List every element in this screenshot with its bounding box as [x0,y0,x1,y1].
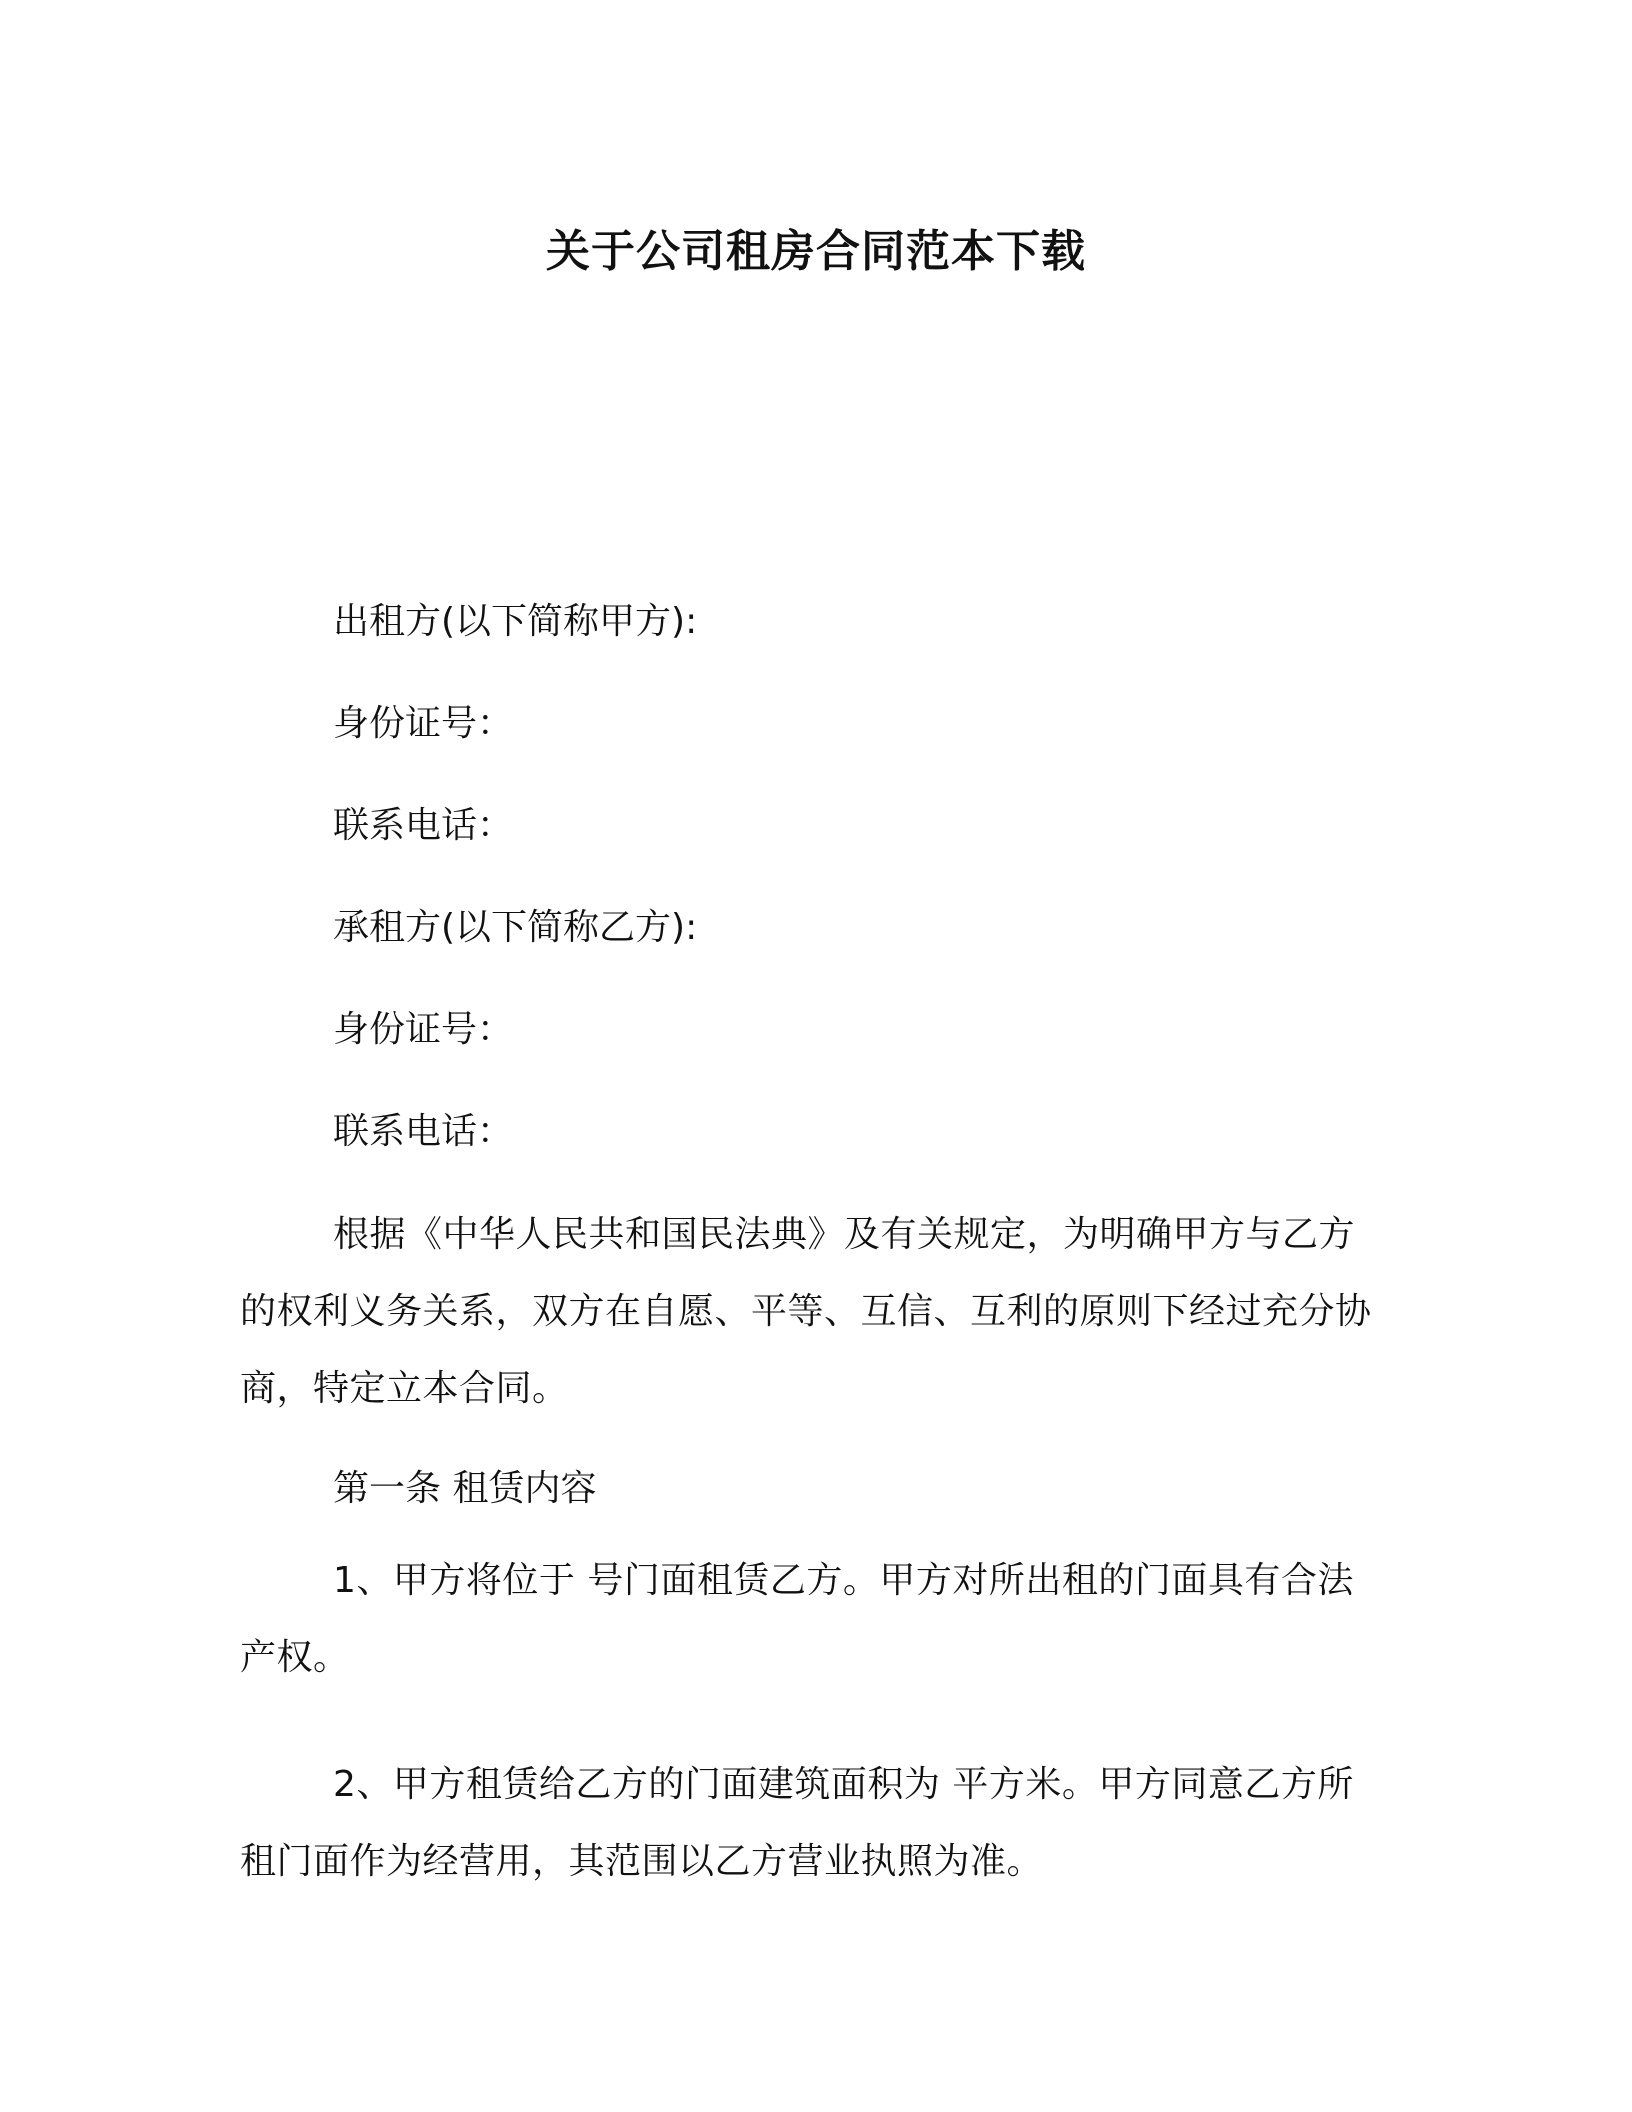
lessor-label: 出租方(以下简称甲方): [333,601,698,642]
document-title: 关于公司租房合同范本下载 [546,226,1086,277]
preamble-paragraph: 根据《中华人民共和国民法典》及有关规定，为明确甲方与乙方的权利义务关系，双方在自愿、平等、互信、互利的原则下经过充分协商，特定立本合同。 [240,1214,1372,1409]
article-heading: 第一条 租赁内容 [333,1468,597,1509]
lessor-id-label: 身份证号： [333,703,514,744]
clause-1-paragraph: 1、甲方将位于 号门面租赁乙方。甲方对所出租的门面具有合法产权。 [240,1560,1354,1678]
lessee-id-label: 身份证号： [333,1009,514,1050]
lessor-phone-label: 联系电话： [333,805,514,846]
lessee-phone-label: 联系电话： [333,1111,514,1152]
clause-2-paragraph: 2、甲方租赁给乙方的门面建筑面积为 平方米。甲方同意乙方所租门面作为经营用，其范围以乙方营业执照为准。 [240,1764,1354,1882]
lessee-label: 承租方(以下简称乙方): [333,907,698,948]
